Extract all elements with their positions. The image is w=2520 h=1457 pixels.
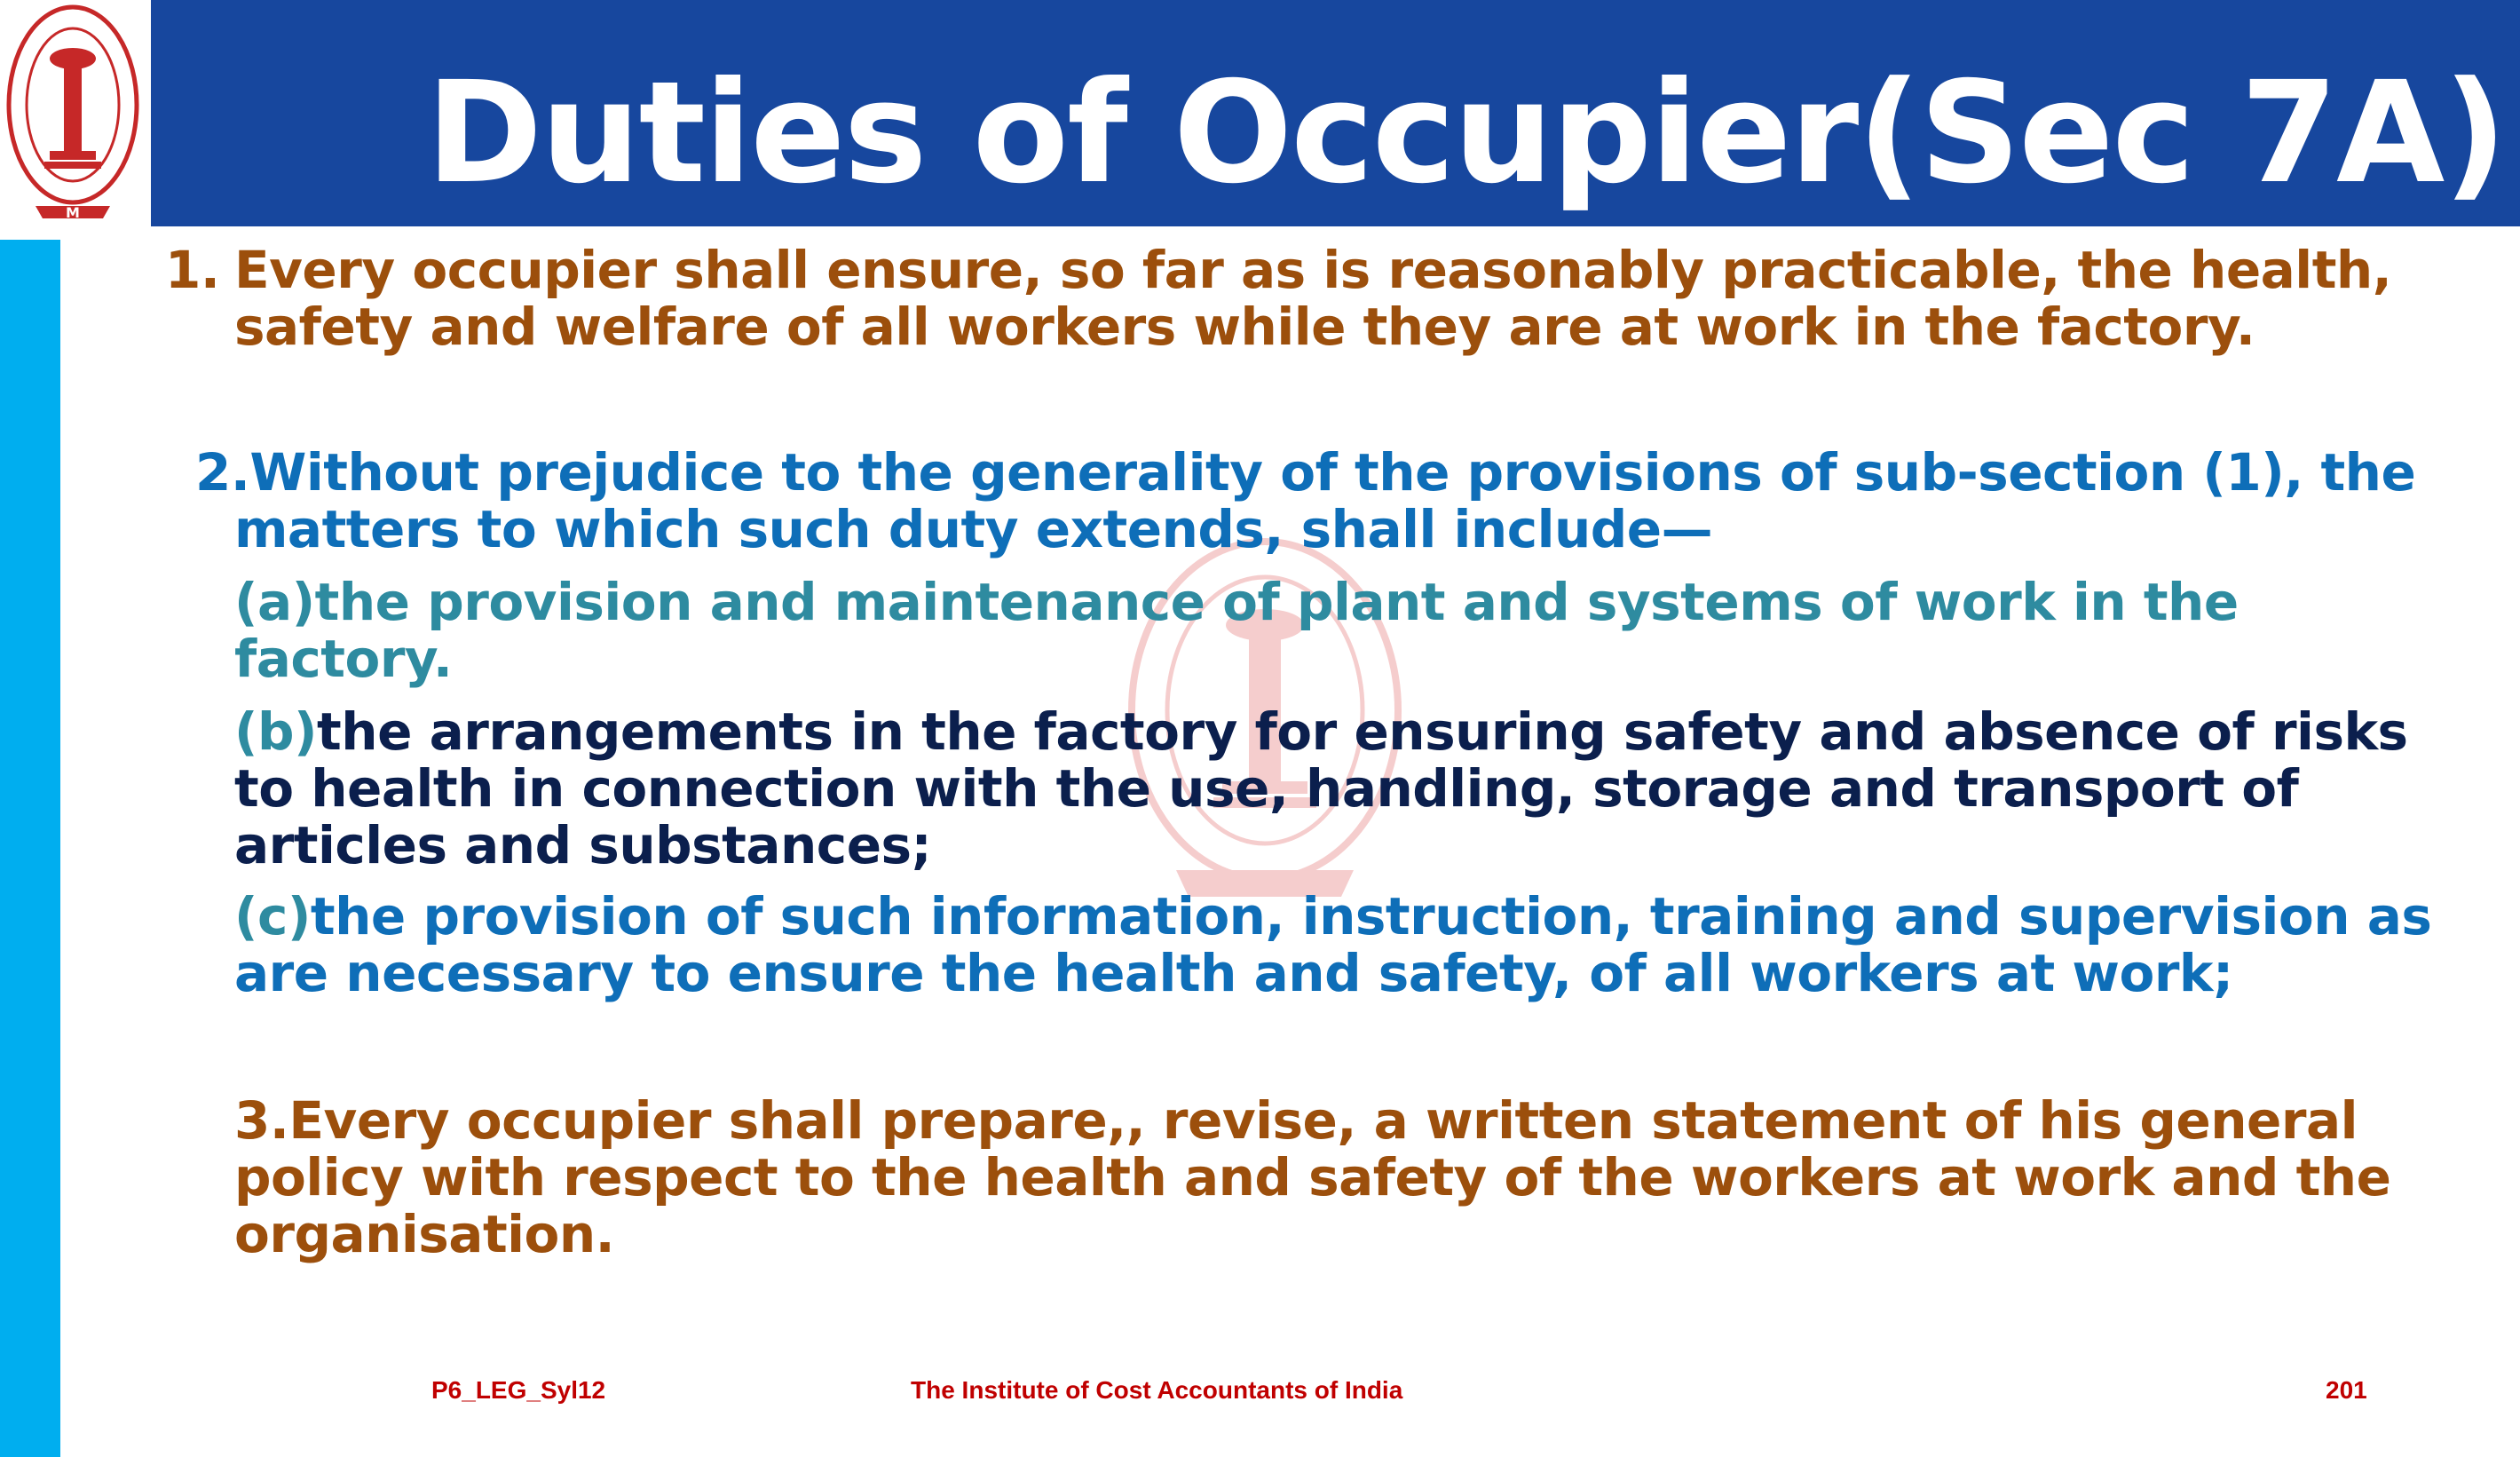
footer-institute-name: The Institute of Cost Accountants of India	[911, 1376, 1403, 1404]
point-2-line-2: matters to which such duty extends, shall include—	[234, 499, 1713, 559]
item-b-line-2: to health in connection with the use, handling, storage and transport of	[234, 758, 2299, 819]
item-c-label: (c)	[234, 886, 311, 946]
point-1-line-2: safety and welfare of all workers while they are at work in the factory.	[234, 297, 2255, 357]
point-3-line-3: organisation.	[234, 1204, 615, 1264]
svg-text:M: M	[66, 204, 80, 221]
item-b-line-1	[234, 703, 2408, 760]
item-a-line-1: (a)the provision and maintenance of plant and systems of work in the	[234, 572, 2239, 632]
item-c-line-2: are necessary to ensure the health and safety, of all workers at work;	[234, 943, 2233, 1003]
slide-title: Duties of Occupier(Sec 7A)	[426, 51, 2506, 215]
point-2-line-1: 2.Without prejudice to the generality of the provisions of sub-section (1), the	[195, 442, 2416, 503]
item-b-line-3: articles and substances;	[234, 815, 932, 875]
item-a-line-2: factory.	[234, 629, 453, 689]
item-c-line-1	[234, 888, 2431, 945]
footer-page-number: 201	[2326, 1376, 2367, 1404]
point-1-number: 1.	[165, 240, 220, 300]
point-3-line-2: policy with respect to the health and safety of the workers at work and the	[234, 1147, 2391, 1208]
item-b-label: (b)	[234, 701, 318, 762]
item-b-text: the arrangements in the factory for ensuring safety and absence of risks	[317, 701, 2408, 762]
point-3-line-1: 3.Every occupier shall prepare,, revise, a written statement of his general	[234, 1090, 2358, 1151]
point-1-line-1: Every occupier shall ensure, so far as is reasonably practicable, the health,	[234, 240, 2392, 300]
item-c-text: the provision of such information, instruction, training and supervision as	[310, 886, 2432, 946]
footer-course-code: P6_LEG_Syl12	[431, 1376, 606, 1404]
